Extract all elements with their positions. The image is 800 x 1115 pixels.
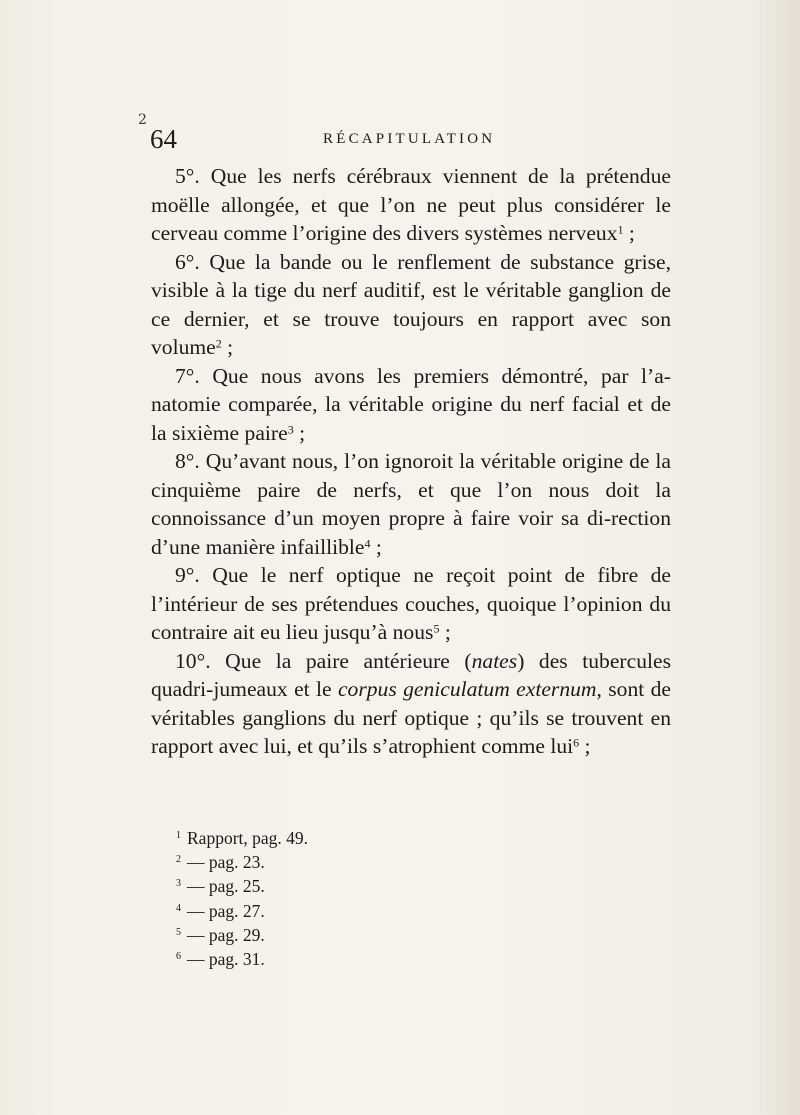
italic-term: nates xyxy=(471,648,518,673)
italic-term: corpus geniculatum externum xyxy=(337,677,597,701)
footnote: $^1$ Rapport, pag. 49. xyxy=(176,828,309,848)
footnote: $^3$ — pag. 25. xyxy=(176,876,265,897)
paragraph-9: 9°. Que le nerf optique ne reçoit point de fibre de l’intérieur de ses prétendues couches, quoique l’opinion du contraire ait eu lieu jusqu’à nous$^5$ ; xyxy=(151,563,671,644)
footnote: $^2$ — pag. 23. xyxy=(176,852,265,873)
footnotes xyxy=(176,826,476,971)
footnote-ref: 6 xyxy=(573,735,580,750)
footnote-ref: 4 xyxy=(364,535,371,550)
footnote-ref: 3 xyxy=(287,421,294,436)
paragraph-10: 10°. Que la paire antérieure (nates) des tubercules quadri-jumeaux et le corpus geniculatum externum, sont de véritables ganglions du nerf optique ; qu’ils se trouvent en rapport avec lui, et qu’ils s’atrophient comme lui$^6$ ; xyxy=(151,648,671,758)
footnote: $^5$ — pag. 29. xyxy=(176,924,265,945)
paragraph-5: 5°. Que les nerfs cérébraux viennent de la prétendue moëlle allongée, et que l’on ne peut plus considérer le cerveau comme l’origine des divers systèmes nerveux$^1$ ; xyxy=(151,164,671,245)
running-head: RÉCAPITULATION xyxy=(323,131,496,147)
body-text xyxy=(151,162,671,761)
footnote: $^6$ — pag. 31. xyxy=(176,949,265,970)
page-number: 64 xyxy=(150,124,177,154)
footnote-ref: 5 xyxy=(433,621,440,636)
paragraph-8: 8°. Qu’avant nous, l’on ignoroit la véritable origine de la cinquième paire de nerfs, et que l’on nous doit la connoissance d’un moyen propre à faire voir sa di-rection d’une manière infaillible$^4$ ; xyxy=(151,449,671,559)
footnote: $^4$ — pag. 27. xyxy=(176,900,265,921)
paragraph-6: 6°. Que la bande ou le renflement de substance grise, visible à la tige du nerf auditif, est le véritable ganglion de ce dernier, et se trouve toujours en rapport avec son volume$^2$ ; xyxy=(151,249,671,359)
footnote-ref: 2 xyxy=(215,336,222,351)
paragraph-7: 7°. Que nous avons les premiers démontré, par l’a-natomie comparée, la véritable origine du nerf facial et de la sixième paire$^3$ ; xyxy=(151,363,671,445)
footnote-ref: 1 xyxy=(617,222,624,237)
page-header xyxy=(150,124,670,160)
stray-mark: 2 xyxy=(138,112,147,128)
